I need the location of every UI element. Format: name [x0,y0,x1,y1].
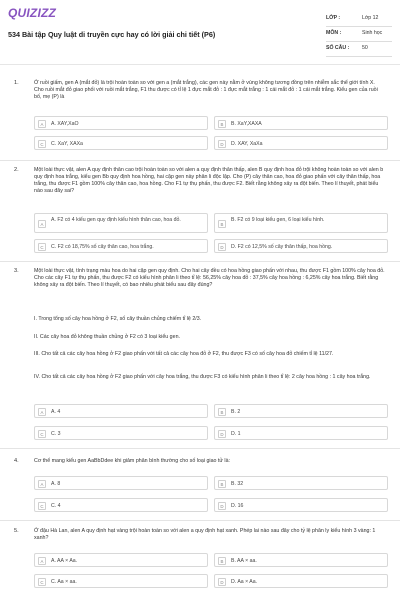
option-letter: B [218,480,226,488]
option-letter: D [218,502,226,510]
option-text: D. XAY, XaXa [231,140,263,147]
option-text: C. Aa × aa. [51,578,77,585]
question-number: 1. [14,80,19,86]
worksheet-header [0,0,400,66]
question-number: 3. [14,268,19,274]
question-number: 5. [14,528,19,534]
option-letter: B [218,557,226,565]
meta-row-grade [326,12,392,27]
option-letter: A [38,557,46,565]
header-divider [0,64,400,65]
statement-1: I. Trong tổng số cây hoa hồng ở F2, số cây thuần chủng chiếm tỉ lệ 2/3. [34,316,202,322]
option-letter: A [38,408,46,416]
option-letter: A [38,220,46,228]
option-text: A. F2 có 4 kiểu gen quy định kiểu hình thân cao, hoa đỏ. [51,217,181,223]
question-number: 4. [14,458,19,464]
statement-2: II. Các cây hoa đỏ không thuần chủng ở F2 có 3 loại kiểu gen. [34,334,180,340]
option-text: D. 1 [231,430,241,437]
option-text: B. 32 [231,480,244,487]
option-d[interactable] [214,426,388,440]
option-letter: D [218,140,226,148]
option-text: D. Aa × Aa. [231,578,258,585]
option-b[interactable] [214,116,388,130]
option-text: A. XAY,XaO [51,120,79,127]
option-a[interactable] [34,213,208,233]
option-text: C. F2 có 18,75% số cây thân cao, hoa trắng. [51,243,154,250]
option-text: A. AA × Aa. [51,557,78,564]
question-text: Ở ruồi giấm, gen A (mắt đỏ) là trội hoàn toàn so với gen a (mắt trắng), các gen này nằm ở vùng không tương đồng trên nhiễm sắc thể giới tính X. Cho ruồi mắt đỏ giao phối với ruồi mắt trắng, F1 thu được có tỉ lệ 1 đực mắt đỏ : 1 đực mắt trắng : 1 cái mắt đỏ : 1 cái mắt trắng. Kiểu gen của ruồi bố, mẹ (P) là [34,80,378,100]
option-letter: B [218,120,226,128]
option-text: C. 4 [51,502,61,509]
option-c[interactable] [34,136,208,150]
option-letter: B [218,408,226,416]
option-a[interactable] [34,476,208,490]
meta-value: Lớp 12 [362,15,379,21]
question-number: 2. [14,167,19,173]
option-text: D. 16 [231,502,244,509]
option-letter: A [38,480,46,488]
page-title: 534 Bài tập Quy luật di truyền cực hay có lời giải chi tiết (P6) [8,30,216,39]
option-text: C. 3 [51,430,61,437]
option-letter: D [218,243,226,251]
option-letter: C [38,140,46,148]
option-letter: C [38,243,46,251]
question-text: Cơ thể mang kiểu gen AaBbDdee khi giảm phân bình thường cho số loại giao tử là: [34,458,231,464]
meta-row-subject [326,27,392,42]
option-b[interactable] [214,476,388,490]
option-text: D. F2 có 12,5% số cây thân thấp, hoa hồng. [231,243,333,250]
option-text: B. XaY,XAXA [231,120,262,127]
statement-4: IV. Cho tất cả các cây hoa hồng ở F2 giao phấn với cây hoa trắng, thu được F3 có kiểu hình phân li theo tỉ lệ: 2 cây hoa hồng : 1 cây hoa trắng. [34,374,371,380]
meta-value: 50 [362,45,368,51]
meta-label: SỐ CÂU : [326,45,350,51]
question-text: Ở đậu Hà Lan, alen A quy định hạt vàng trội hoàn toàn so với alen a quy định hạt xanh. Phép lai nào sau đây cho tỷ lệ phân ly kiểu hình 3 vàng: 1 xanh? [34,528,376,541]
option-text: A. 4 [51,408,61,415]
meta-label: LỚP : [326,15,341,21]
option-c[interactable] [34,239,208,253]
option-letter: C [38,578,46,586]
option-letter: D [218,430,226,438]
option-b[interactable] [214,404,388,418]
option-letter: B [218,220,226,228]
meta-label: MÔN : [326,30,342,36]
question-text: Một loài thực vật, tính trạng màu hoa do hai cặp gen quy định. Cho hai cây đều có hoa hồng giao phấn với nhau, thu được F1 gồm 100% cây hoa đỏ. Cho các cây F1 tự thụ phấn, thu được F2 có kiểu hình phân li theo tỉ lệ: 56,25% cây hoa đỏ : 37,5% cây hoa hồng : 6,25% cây hoa trắng. Biết rằng không xảy ra đột biến. Theo lí thuyết, có bao nhiêu phát biểu sau đây đúng? [34,268,385,288]
question-text: Một loài thực vật, alen A quy định thân cao trội hoàn toàn so với alen a quy định thân thấp, alen B quy định hoa đỏ trội không hoàn toàn so với alen b quy định hoa trắng, kiểu gen Bb quy định hoa hồng, hai cặp gen này phân li độc lập. Cho (P) cây thân cao, hoa đỏ giao phấn với cây thân thấp, hoa trắng, thu được F1 gồm 100% cây thân cao, hoa hồng. Cho F1 tự thụ phấn, thu được F2. Biết rằng không xảy ra đột biến. Theo lí thuyết, phát biểu nào sau đây sai? [34,167,384,194]
question-divider [0,448,400,449]
question-divider [0,261,400,262]
option-b[interactable] [214,553,388,567]
option-d[interactable] [214,136,388,150]
option-text: A. 8 [51,480,61,487]
option-d[interactable] [214,498,388,512]
option-a[interactable] [34,404,208,418]
option-a[interactable] [34,116,208,130]
question-divider [0,160,400,161]
option-text: B. AA × aa. [231,557,257,564]
option-c[interactable] [34,426,208,440]
quizizz-logo: QUIZIZZ [8,6,57,20]
option-text: C. XaY, XAXa [51,140,83,147]
option-c[interactable] [34,498,208,512]
option-b[interactable] [214,213,388,233]
option-d[interactable] [214,574,388,588]
option-letter: D [218,578,226,586]
option-letter: C [38,430,46,438]
option-d[interactable] [214,239,388,253]
meta-value: Sinh học [362,30,383,36]
option-c[interactable] [34,574,208,588]
option-text: B. F2 có 9 loại kiểu gen, 6 loại kiểu hình. [231,217,325,223]
statement-3: III. Cho tất cả các cây hoa hồng ở F2 giao phấn với tất cả các cây hoa đỏ ở F2, thu được F3 có số cây hoa đỏ chiếm tỉ lệ 11/27. [34,351,334,357]
question-divider [0,520,400,521]
option-text: B. 2 [231,408,241,415]
option-letter: A [38,120,46,128]
option-a[interactable] [34,553,208,567]
meta-table [326,12,392,57]
option-letter: C [38,502,46,510]
meta-row-count [326,42,392,57]
